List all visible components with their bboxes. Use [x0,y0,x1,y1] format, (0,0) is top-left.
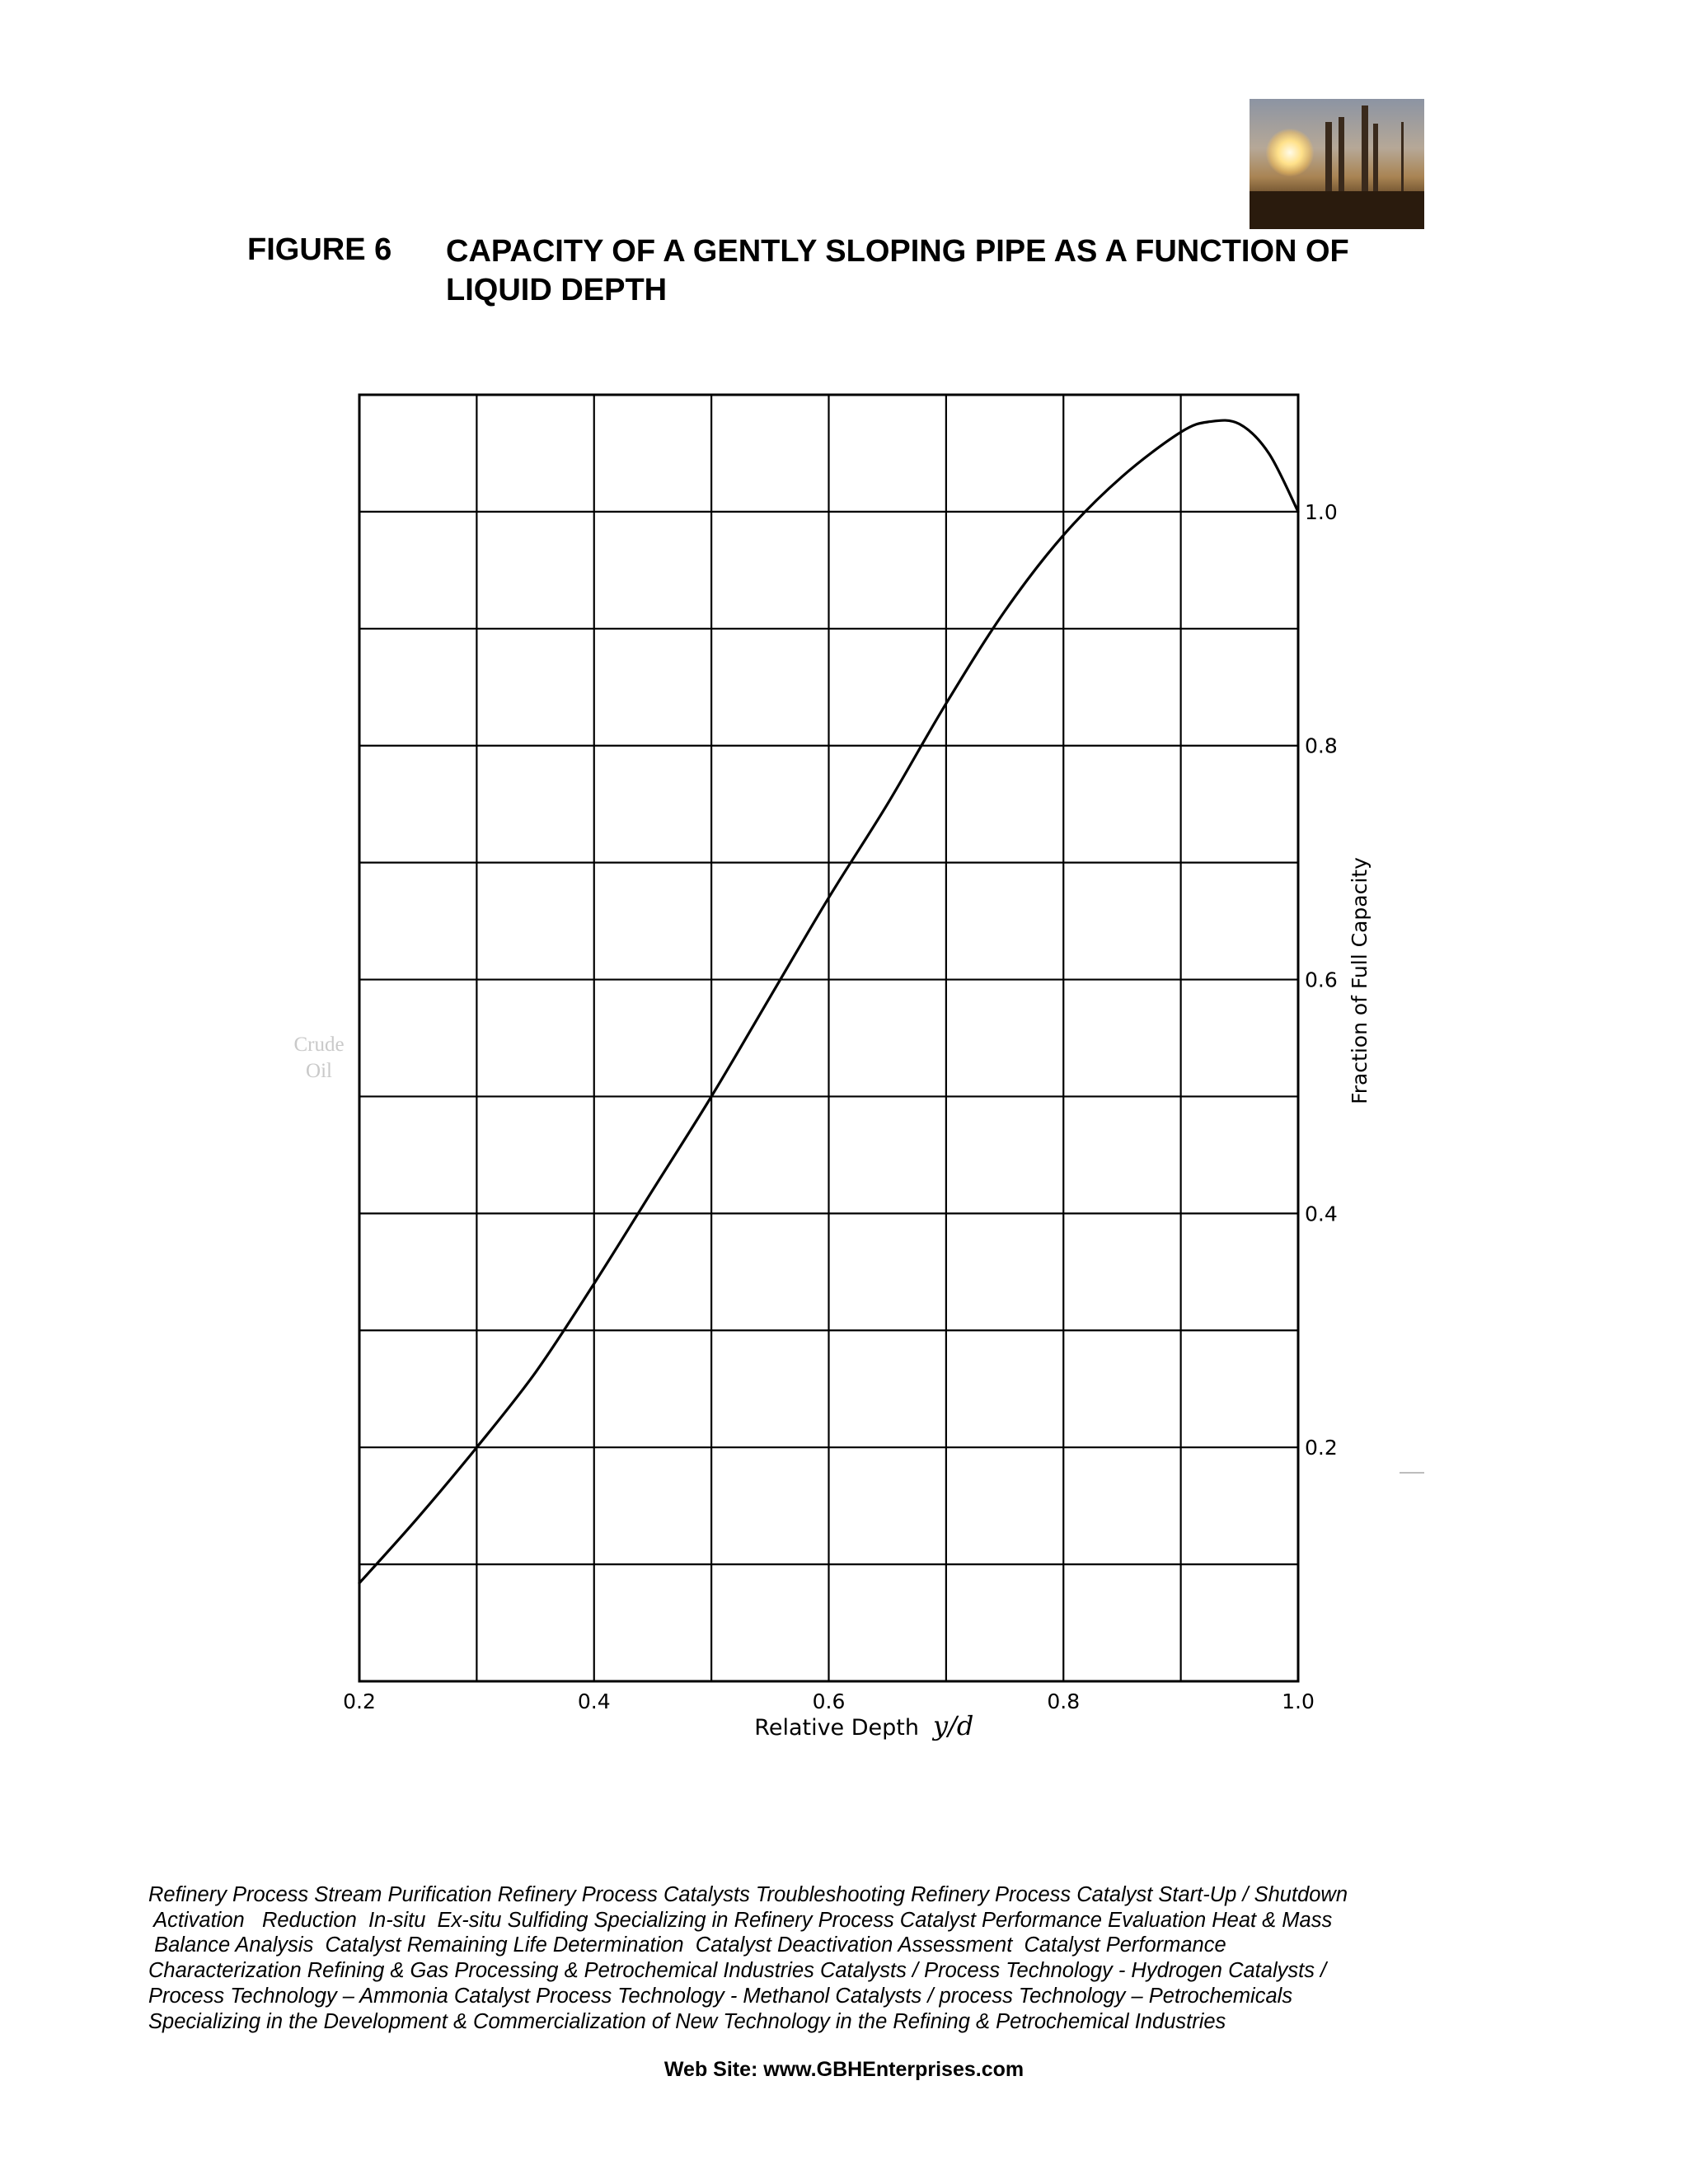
footer-line: Specializing in the Development & Commercialization of New Technology in the Refining & Petrochemical Industries [148,2009,1226,2033]
y-tick-label: 0.8 [1305,733,1338,758]
chart-ticks [343,500,1338,1713]
x-tick-label: 0.6 [812,1690,846,1713]
y-axis-label: Fraction of Full Capacity [1348,857,1372,1104]
x-axis-label: Relative Depth [754,1715,919,1741]
x-tick-label: 0.2 [343,1690,376,1713]
chart-grid [359,395,1298,1681]
footer-line: Activation Reduction In-situ Ex-situ Sulfiding Specializing in Refinery Process Catalyst Performance Evaluation Heat & Mass [148,1908,1333,1932]
x-tick-label: 0.8 [1047,1690,1081,1713]
website-link[interactable]: Web Site: www.GBHEnterprises.com [663,2058,1025,2081]
y-tick-label: 1.0 [1305,499,1338,524]
watermark-text: Crude Oil [293,1033,345,1082]
footer-text [148,1882,1434,2034]
y-tick-label: 0.2 [1305,1436,1338,1460]
y-tick-label: 0.6 [1305,968,1338,992]
footer-line: Characterization Refining & Gas Processing & Petrochemical Industries Catalysts / Process Technology - Hydrogen Catalysts / [148,1959,1327,1983]
footer-line: Process Technology – Ammonia Catalyst Process Technology - Methanol Catalysts / process Technology – Petrochemicals [148,1984,1293,2008]
x-tick-label: 1.0 [1282,1690,1315,1713]
footer-line: Refinery Process Stream Purification Refinery Process Catalysts Troubleshooting Refinery Process Catalyst Start-Up / Shutdown [148,1883,1348,1906]
x-tick-label: 0.4 [577,1690,611,1713]
y-tick-label: 0.4 [1305,1202,1338,1226]
footer-line: Balance Analysis Catalyst Remaining Life Determination Catalyst Deactivation Assessment Catalyst Performance [148,1933,1226,1957]
figure-title: CAPACITY OF A GENTLY SLOPING PIPE AS A FUNCTION OF LIQUID DEPTH [446,234,1349,307]
figure-label: FIGURE 6 [247,232,392,267]
x-axis-symbol: y/d [933,1710,974,1741]
